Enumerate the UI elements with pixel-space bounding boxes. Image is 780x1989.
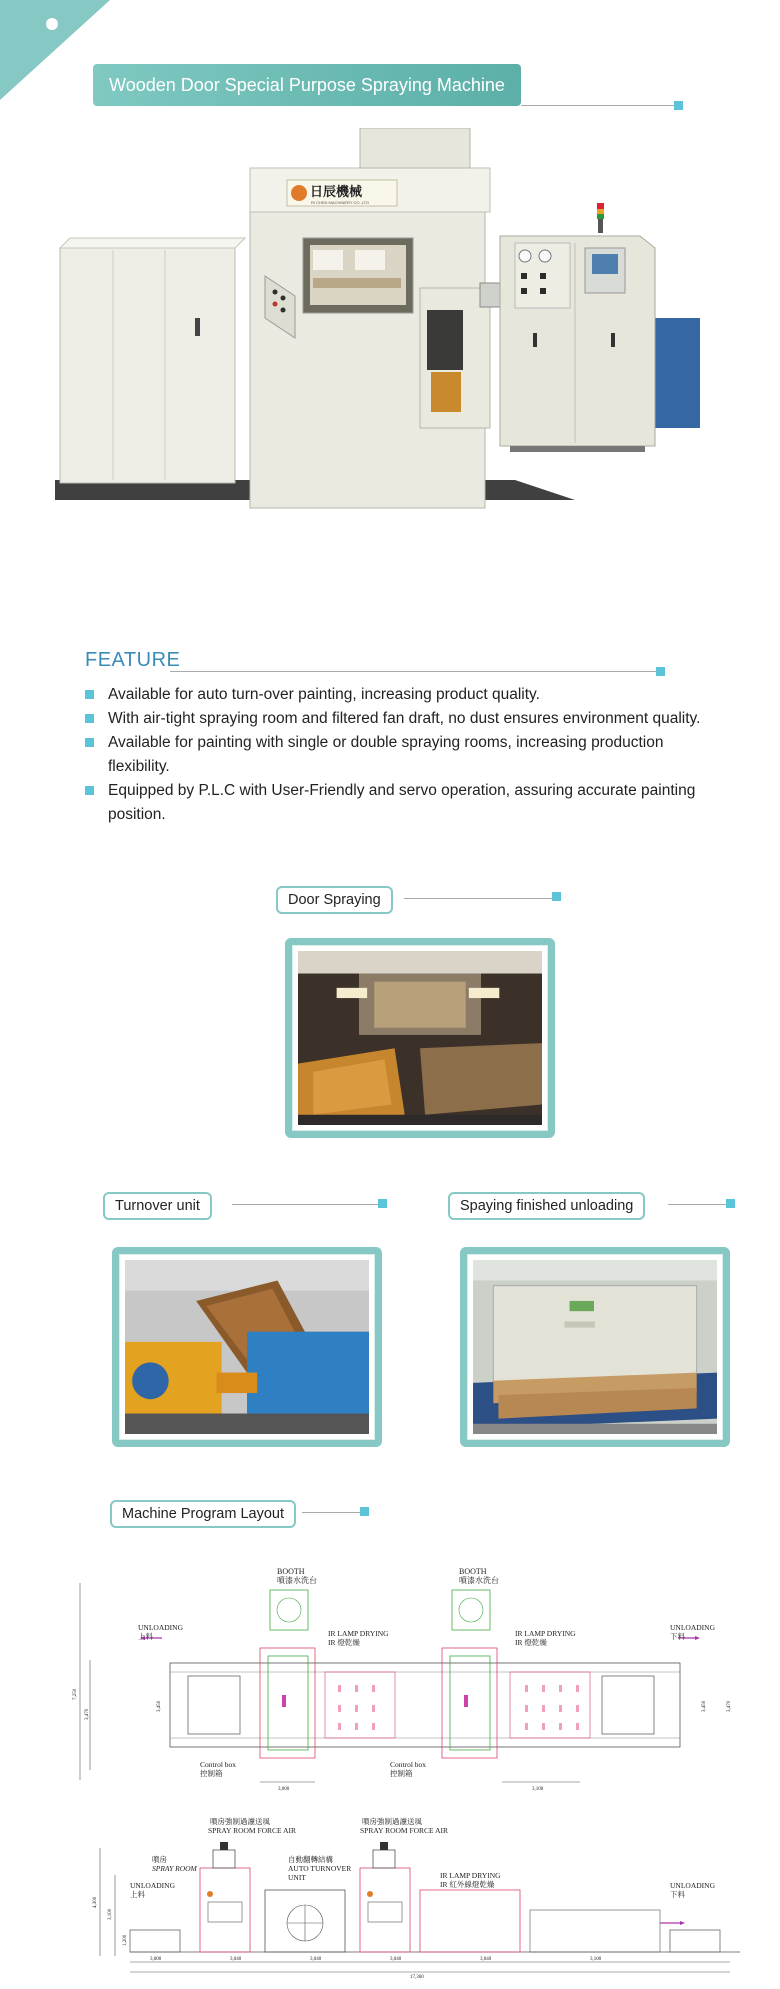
booth-cn-label-2: 噴漆水洗台 bbox=[459, 1576, 499, 1585]
unloading-bottom-left-cn: 上料 bbox=[130, 1890, 145, 1899]
dim-3450-right: 3,450 bbox=[702, 1700, 707, 1712]
brand-english: RI CHEN MACHINERY CO.,LTD bbox=[311, 200, 370, 205]
spray-force-cn-2: 噴房強制過濾送風 bbox=[362, 1817, 422, 1826]
dim-3040-c: 3,040 bbox=[390, 1957, 402, 1962]
control-box-label-1: Control box bbox=[200, 1760, 237, 1769]
dim-3100-b: 3,100 bbox=[590, 1957, 602, 1962]
feature-item: Available for auto turn-over painting, increasing product quality. bbox=[85, 683, 725, 707]
unloading-right-label: UNLOADING bbox=[670, 1623, 715, 1632]
dim-4300: 4,300 bbox=[93, 1896, 98, 1908]
feature-divider bbox=[170, 671, 657, 672]
turnover-unit-divider bbox=[232, 1204, 380, 1205]
feature-marker-icon bbox=[656, 667, 665, 676]
spray-force-cn-1: 噴房強制過濾送風 bbox=[210, 1817, 270, 1826]
unloading-left-label: UNLOADING bbox=[138, 1623, 183, 1632]
title-marker-icon bbox=[674, 101, 683, 110]
bullet-icon bbox=[85, 690, 94, 699]
spray-room-en: SPRAY ROOM bbox=[152, 1864, 197, 1873]
spray-room-cn: 噴房 bbox=[152, 1855, 167, 1864]
unloading-right-cn-label: 下料 bbox=[670, 1632, 685, 1641]
turnover-unit-photo-frame bbox=[112, 1247, 382, 1447]
feature-item: With air-tight spraying room and filtered fan draft, no dust ensures environment quality. bbox=[85, 707, 725, 731]
unloading-bottom-right-cn: 下料 bbox=[670, 1890, 685, 1899]
layout-marker-icon bbox=[360, 1507, 369, 1516]
ir-drying-cn-label-2: IR 燈乾燥 bbox=[515, 1638, 547, 1647]
control-box-cn-label-2: 控制箱 bbox=[390, 1769, 413, 1778]
turnover-unit-marker-icon bbox=[378, 1199, 387, 1208]
door-spraying-marker-icon bbox=[552, 892, 561, 901]
bullet-icon bbox=[85, 738, 94, 747]
unloading-label: Spaying finished unloading bbox=[448, 1192, 645, 1220]
dim-3450-left: 3,450 bbox=[157, 1700, 162, 1712]
dim-3040-b: 3,040 bbox=[310, 1957, 322, 1962]
dim-3000-a: 3,000 bbox=[150, 1957, 162, 1962]
auto-turn-en: AUTO TURNOVER bbox=[288, 1864, 352, 1873]
auto-turn-unit: UNIT bbox=[288, 1873, 306, 1882]
feature-list bbox=[85, 683, 725, 827]
turnover-unit-photo bbox=[125, 1260, 369, 1434]
ir-lower-cn: IR 紅外線燈乾燥 bbox=[440, 1880, 495, 1889]
bullet-icon bbox=[85, 786, 94, 795]
layout-label: Machine Program Layout bbox=[110, 1500, 296, 1528]
door-spraying-photo bbox=[298, 951, 542, 1125]
dim-3040-a: 3,040 bbox=[230, 1957, 242, 1962]
dim-3100-top: 3,100 bbox=[532, 1787, 544, 1792]
booth-label-1: BOOTH bbox=[277, 1567, 305, 1576]
dim-3000-top: 3,000 bbox=[278, 1787, 290, 1792]
feature-heading: FEATURE bbox=[85, 649, 181, 671]
door-spraying-label: Door Spraying bbox=[276, 886, 393, 914]
ir-drying-cn-label-1: IR 燈乾燥 bbox=[328, 1638, 360, 1647]
door-spraying-divider bbox=[404, 898, 554, 899]
auto-turn-cn: 自動翻轉結構 bbox=[288, 1855, 333, 1864]
spraying-machine-photo bbox=[55, 128, 745, 568]
dim-3470-right: 3,470 bbox=[727, 1700, 732, 1712]
unloading-marker-icon bbox=[726, 1199, 735, 1208]
booth-cn-label-1: 噴漆水洗台 bbox=[277, 1576, 317, 1585]
control-box-cn-label-1: 控制箱 bbox=[200, 1769, 223, 1778]
ir-lower-en: IR LAMP DRYING bbox=[440, 1871, 501, 1880]
feature-item: Equipped by P.L.C with User-Friendly and servo operation, assuring accurate painting position. bbox=[85, 779, 725, 827]
dim-1200: 1,200 bbox=[123, 1934, 128, 1946]
booth-label-2: BOOTH bbox=[459, 1567, 487, 1576]
dim-3040-d: 3,040 bbox=[480, 1957, 492, 1962]
unloading-bottom-right-label: UNLOADING bbox=[670, 1881, 715, 1890]
ir-drying-label-1: IR LAMP DRYING bbox=[328, 1629, 389, 1638]
turnover-unit-label: Turnover unit bbox=[103, 1192, 212, 1220]
door-spraying-photo-frame bbox=[285, 938, 555, 1138]
control-box-label-2: Control box bbox=[390, 1760, 427, 1769]
dim-3100-v: 3,100 bbox=[108, 1908, 113, 1920]
unloading-left-cn-label: 上料 bbox=[138, 1632, 153, 1641]
dim-3470: 3,470 bbox=[85, 1708, 90, 1720]
dim-total: 17,360 bbox=[410, 1975, 424, 1980]
unloading-photo-frame bbox=[460, 1247, 730, 1447]
bullet-icon bbox=[85, 714, 94, 723]
spray-force-en-2: SPRAY ROOM FORCE AIR bbox=[360, 1826, 449, 1835]
machine-layout-drawing bbox=[70, 1560, 750, 1980]
brand-chinese: 日辰機械 bbox=[310, 184, 363, 199]
title-divider bbox=[521, 105, 676, 106]
unloading-photo bbox=[473, 1260, 717, 1434]
unloading-divider bbox=[668, 1204, 728, 1205]
unloading-bottom-left-label: UNLOADING bbox=[130, 1881, 175, 1890]
feature-item: Available for painting with single or double spraying rooms, increasing production flexibility. bbox=[85, 731, 725, 779]
ir-drying-label-2: IR LAMP DRYING bbox=[515, 1629, 576, 1638]
layout-divider bbox=[302, 1512, 362, 1513]
dim-7250: 7,250 bbox=[73, 1688, 78, 1700]
page-title: Wooden Door Special Purpose Spraying Machine bbox=[93, 64, 521, 106]
spray-force-en-1: SPRAY ROOM FORCE AIR bbox=[208, 1826, 297, 1835]
